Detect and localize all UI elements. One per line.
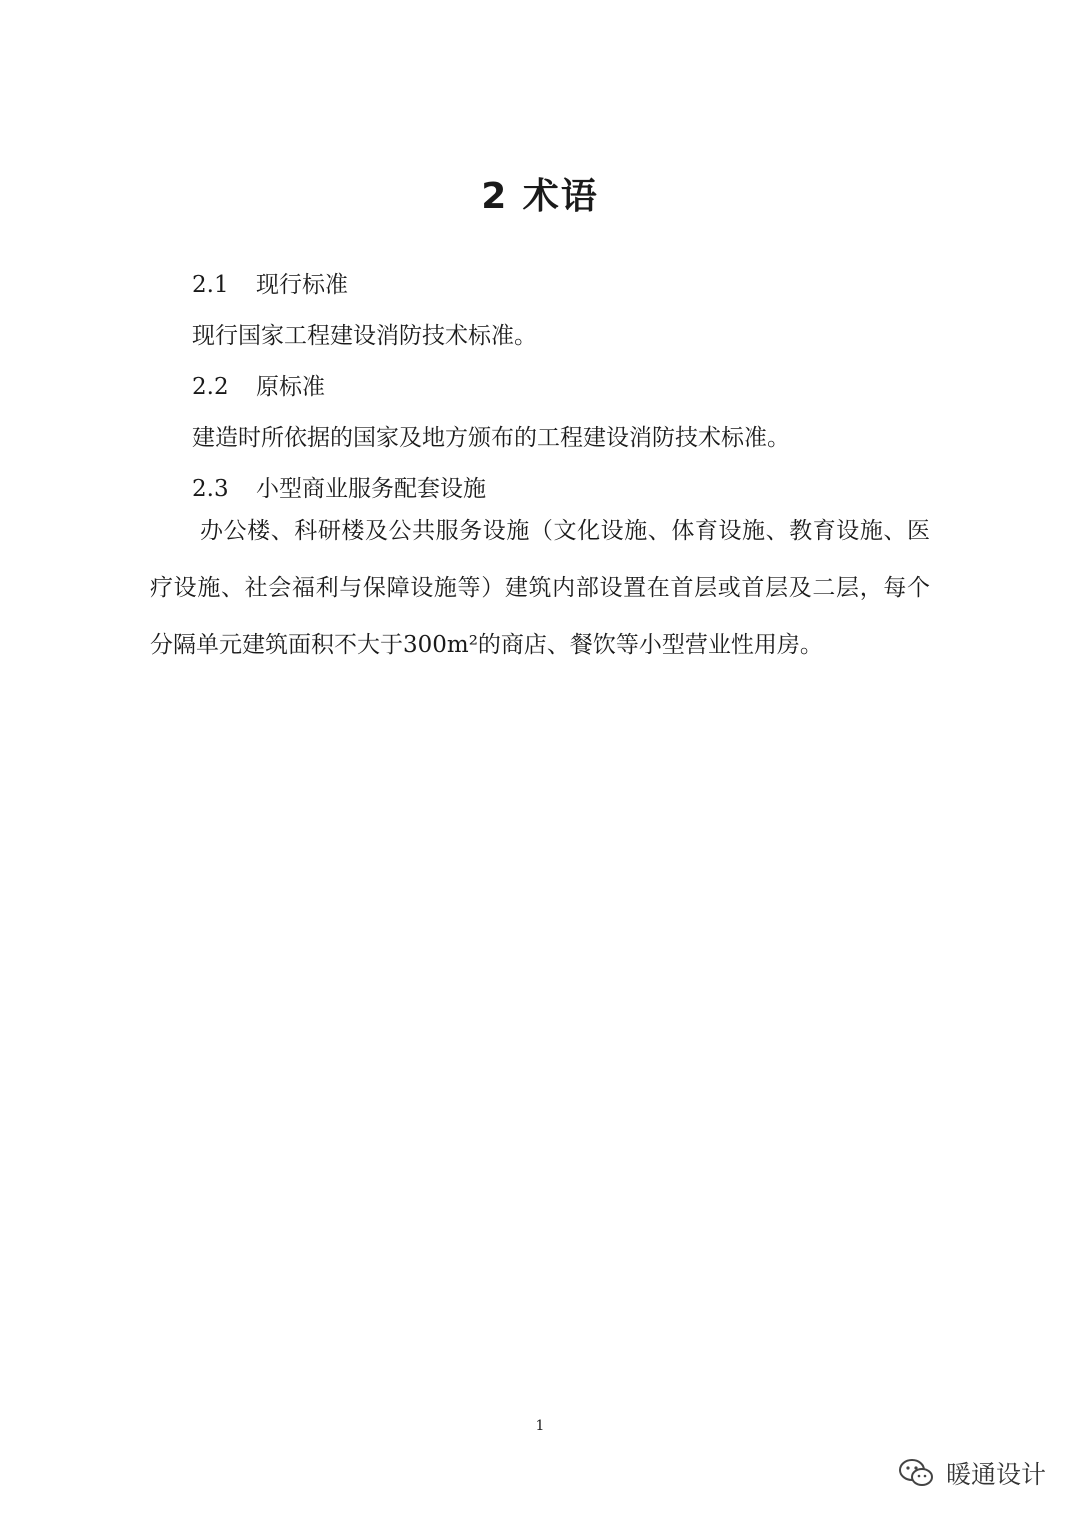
wechat-icon	[898, 1458, 934, 1488]
section-number: 2.2	[192, 374, 229, 400]
section-title: 小型商业服务配套设施	[256, 476, 486, 502]
watermark-text: 暖通设计	[945, 1460, 1046, 1489]
watermark	[898, 1455, 1046, 1491]
section-body-2-2: 建造时所依据的国家及地方颁布的工程建设消防技术标准。	[192, 425, 790, 451]
section-heading-2-1	[192, 266, 348, 299]
section-number: 2.3	[192, 476, 229, 502]
section-number: 2.1	[192, 272, 229, 298]
section-heading-2-2	[192, 368, 325, 401]
section-body-2-1: 现行国家工程建设消防技术标准。	[192, 323, 537, 349]
page-number: 1	[535, 1418, 545, 1434]
section-heading-2-3	[192, 470, 486, 503]
section-body-2-3: 办公楼、科研楼及公共服务设施（文化设施、体育设施、教育设施、医疗设施、社会福利与保障设施等）建筑内部设置在首层或首层及二层，每个分隔单元建筑面积不大于300m²的商店、餐饮等小型营业性用房。	[150, 518, 930, 658]
page-title: 2 术语	[481, 176, 599, 217]
section-title: 现行标准	[256, 272, 348, 298]
section-title: 原标准	[256, 374, 325, 400]
